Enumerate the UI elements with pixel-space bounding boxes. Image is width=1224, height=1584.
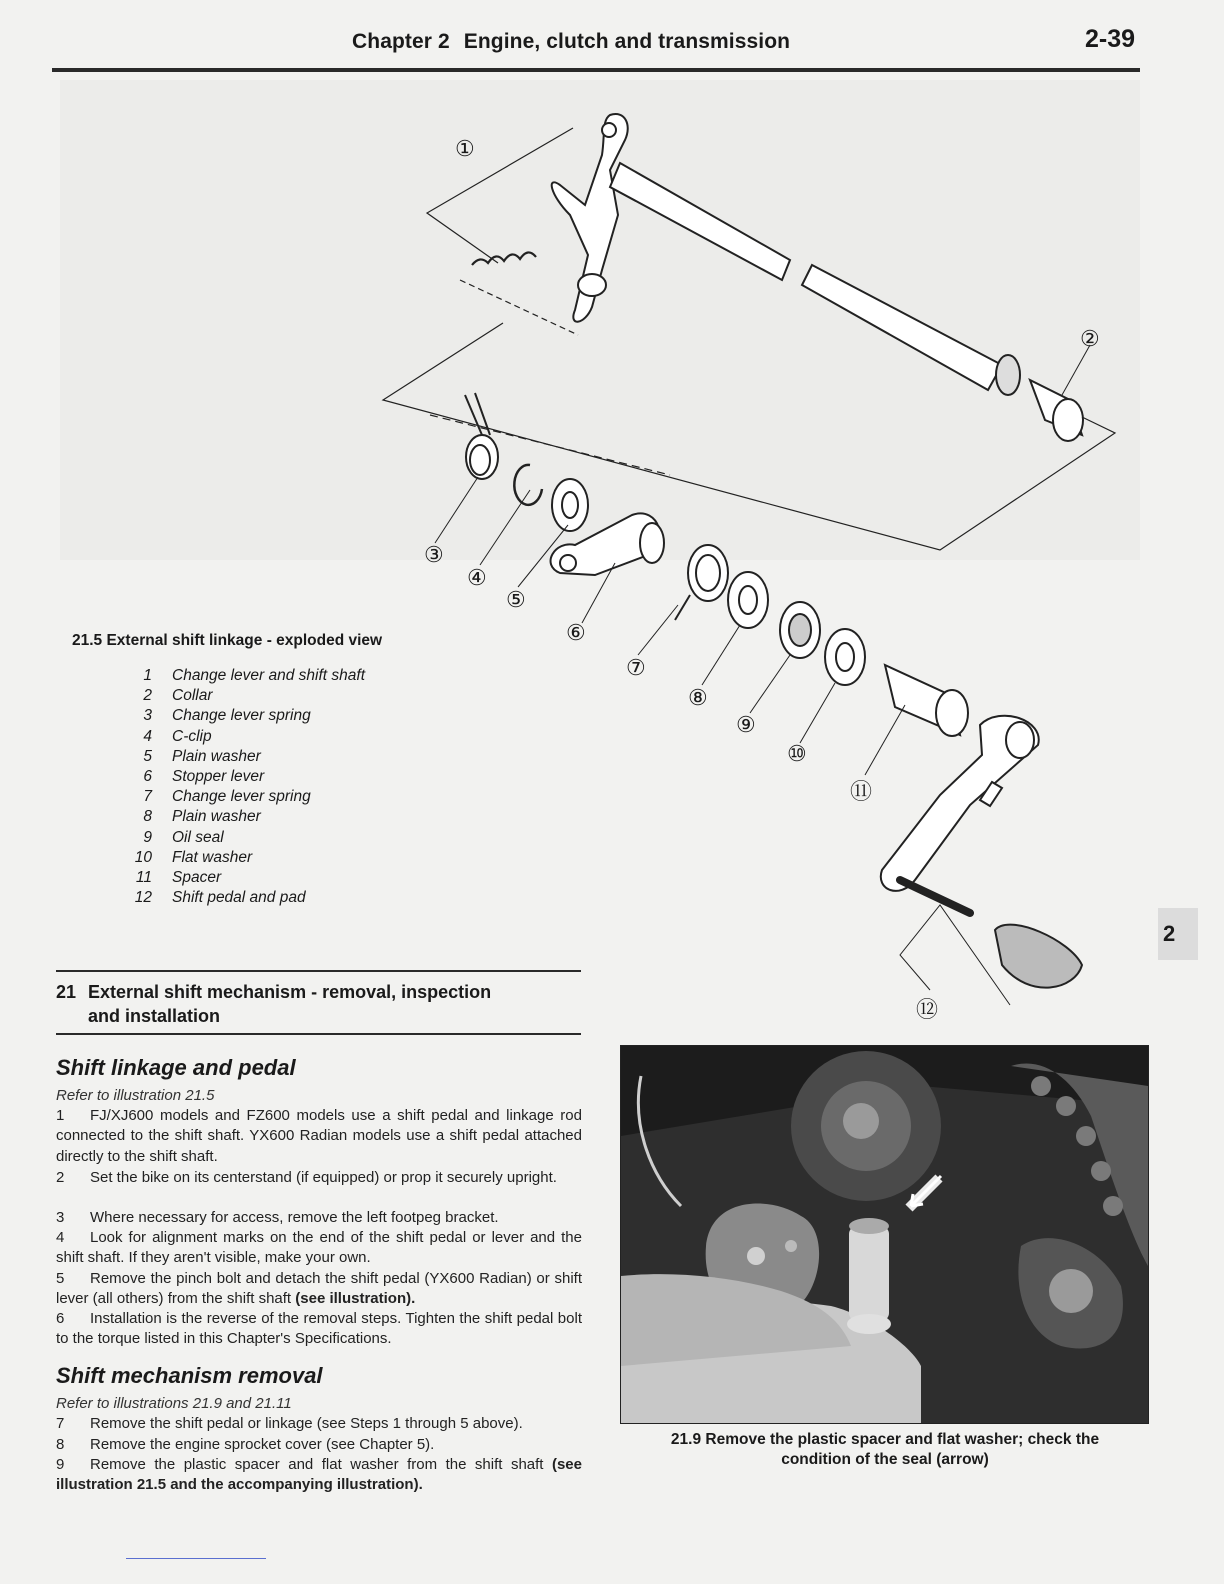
legend-item: 3 Change lever spring	[143, 707, 311, 725]
legend-item: 4 C-clip	[143, 727, 212, 745]
step-paragraph: 1 FJ/XJ600 models and FZ600 models use a shift pedal and linkage rod connected to the shift shaft. YX600 Radian models use a shift pedal attached directly to the shift shaft.	[56, 1107, 582, 1165]
legend-item: 11 Spacer	[135, 868, 222, 886]
callout-7: ⑦	[626, 655, 646, 680]
figure-legend	[128, 667, 365, 909]
engine-photo	[620, 1045, 1149, 1424]
callout-10: ⑩	[787, 741, 807, 766]
callout-1: ①	[455, 136, 475, 161]
step-paragraph: 3 Where necessary for access, remove the left footpeg bracket.	[56, 1209, 499, 1226]
legend-item: 10 Flat washer	[134, 848, 253, 866]
callout-11: ⑪	[850, 779, 873, 804]
step-paragraph: 5 Remove the pinch bolt and detach the shift pedal (YX600 Radian) or shift lever (all others) from the shift shaft (see illustration).	[56, 1270, 582, 1308]
subsection-heading: Shift linkage and pedal	[56, 1055, 296, 1080]
footer-link-underline	[126, 1558, 266, 1559]
legend-item: 9 Oil seal	[143, 828, 224, 846]
page-number: 2-39	[1085, 25, 1136, 53]
figure-caption: 21.5 External shift linkage - exploded view	[72, 632, 383, 649]
callout-4: ④	[467, 565, 487, 590]
section-rule-top	[56, 970, 581, 972]
legend-item: 5 Plain washer	[143, 747, 261, 765]
section-rule-bottom	[56, 1033, 581, 1035]
callout-8: ⑧	[688, 685, 708, 710]
step-paragraph: 4 Look for alignment marks on the end of the shift pedal or lever and the shift shaft. If they aren't visible, make your own.	[56, 1229, 582, 1267]
legend-item: 8 Plain washer	[143, 808, 261, 826]
header-rule	[52, 68, 1140, 72]
chapter-label: Chapter 2	[352, 30, 450, 53]
legend-item: 1 Change lever and shift shaft	[143, 667, 366, 684]
step-paragraph: 7 Remove the shift pedal or linkage (see Steps 1 through 5 above).	[56, 1415, 523, 1432]
chapter-side-tab: 2	[1158, 908, 1198, 960]
step-paragraph: 2 Set the bike on its centerstand (if equipped) or prop it securely upright.	[56, 1169, 557, 1186]
engine-photo-graphic	[621, 1046, 1148, 1423]
callout-2: ②	[1080, 326, 1100, 351]
step-paragraph: 9 Remove the plastic spacer and flat washer from the shift shaft (see illustration 21.5 and the accompanying illustration).	[56, 1456, 582, 1494]
illustration-reference: Refer to illustration 21.5	[56, 1087, 215, 1104]
exploded-view-diagram	[370, 95, 1140, 1025]
step-paragraph: 6 Installation is the reverse of the removal steps. Tighten the shift pedal bolt to the torque listed in this Chapter's Specifications.	[56, 1310, 582, 1348]
illustration-reference: Refer to illustrations 21.9 and 21.11	[56, 1395, 292, 1412]
callout-6: ⑥	[566, 620, 586, 645]
chapter-header	[352, 30, 790, 54]
bold-reference: (see illustration).	[295, 1290, 416, 1308]
bold-reference: (see illustration 21.5 and the accompanying illustration).	[56, 1456, 582, 1494]
legend-item: 7 Change lever spring	[143, 788, 311, 806]
legend-item: 6 Stopper lever	[143, 767, 265, 785]
legend-item: 2 Collar	[143, 687, 213, 705]
step-paragraph: 8 Remove the engine sprocket cover (see Chapter 5).	[56, 1436, 435, 1453]
callout-12: ⑫	[916, 997, 939, 1022]
callout-9: ⑨	[736, 712, 756, 737]
photo-caption: 21.9 Remove the plastic spacer and flat washer; check the condition of the seal (arrow)	[670, 1431, 1100, 1468]
legend-item: 12 Shift pedal and pad	[134, 889, 306, 907]
section-heading: 21 External shift mechanism - removal, inspection and installation	[56, 982, 492, 1026]
chapter-title: Engine, clutch and transmission	[463, 30, 791, 53]
callout-5: ⑤	[506, 587, 526, 612]
callout-3: ③	[424, 542, 444, 567]
subsection-heading: Shift mechanism removal	[56, 1363, 323, 1388]
